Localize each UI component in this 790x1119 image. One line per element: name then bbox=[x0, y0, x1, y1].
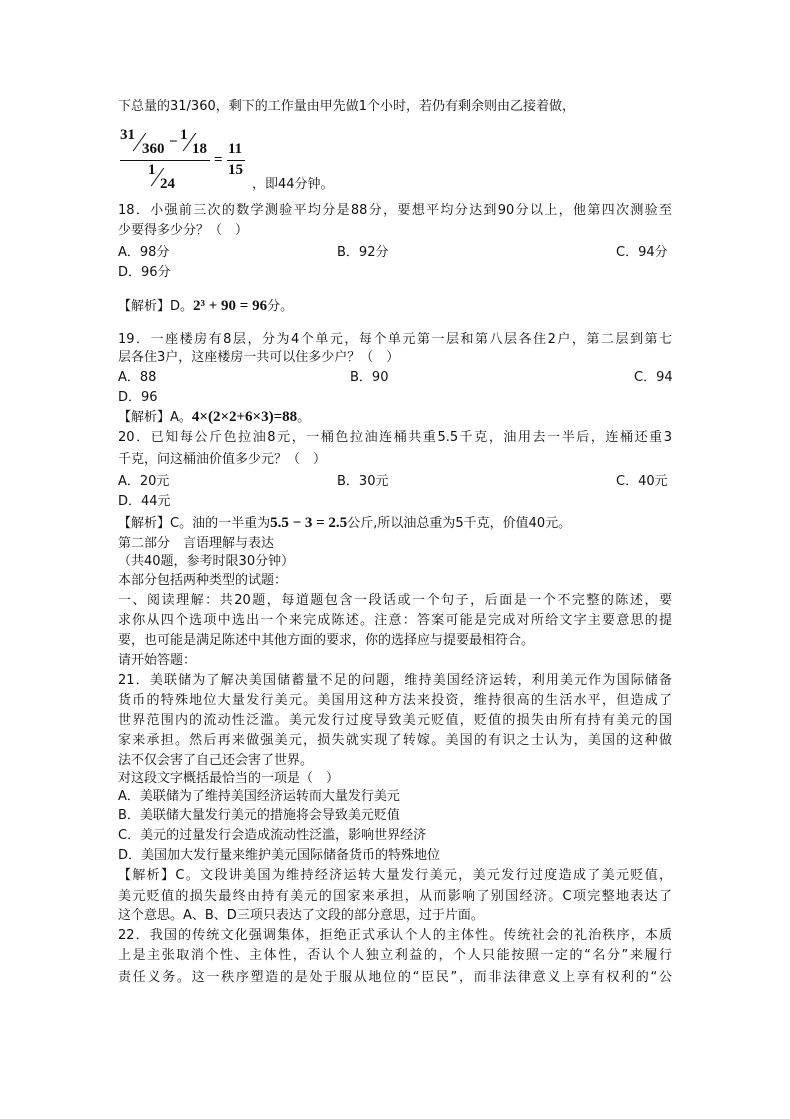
q21-option-d: D．美国加大发行量来维护美元国际储备货币的特殊地位 bbox=[118, 848, 441, 863]
q21-option-b: B．美联储大量发行美元的措施将会导致美元贬值 bbox=[118, 808, 400, 823]
q19-analysis: 【解析】A。4×(2×2+6×3)=88。 bbox=[118, 409, 311, 425]
section-title: 第二部分 言语理解与表达 bbox=[118, 536, 275, 551]
q20-option-d: D．44元 bbox=[118, 494, 171, 509]
q22-text: 上是主张取消个性、主体性，否认个人独立利益的，个人只能按照一定的“名分”来履行 bbox=[118, 948, 672, 963]
q18-option-d: D．96分 bbox=[118, 265, 171, 280]
fraction-result-denominator: 15 bbox=[228, 162, 243, 178]
q21-analysis: 【解析】C。文段讲美国为维持经济运转大量发行美元，美元发行过度造成了美元贬值， bbox=[118, 868, 672, 883]
q22-text: 22．我国的传统文化强调集体，拒绝正式承认个人的主体性。传统社会的礼治秩序，本质 bbox=[118, 928, 672, 943]
q20-text: 20．已知每公斤色拉油8元，一桶色拉油连桶共重5.5千克，油用去一半后，连桶还重3 bbox=[118, 430, 672, 445]
q21-text: 世界范围内的流动性泛滥。美元发行过度导致美元贬值，贬值的损失由所有持有美元的国 bbox=[118, 713, 672, 728]
q20-text: 千克，问这桶油价值多少元？（ ） bbox=[118, 452, 327, 467]
q21-text: 法不仅会害了自己还会害了世界。 bbox=[118, 753, 314, 768]
start-label: 请开始答题： bbox=[118, 653, 197, 668]
q19-option-b: B．90 bbox=[350, 370, 389, 385]
q18-analysis: 【解析】D。2³ + 90 = 96分。 bbox=[118, 298, 294, 314]
q19-option-c: C．94 bbox=[634, 370, 673, 385]
q21-question: 对这段文字概括最恰当的一项是（ ） bbox=[118, 771, 340, 786]
section-subtitle: （共40题，参考时限30分钟） bbox=[118, 554, 295, 569]
q18-option-b: B．92分 bbox=[337, 245, 389, 260]
q21-text: 货币的特殊地位大量发行美元。美国用这种方法来投资，维持很高的生活水平，但造成了 bbox=[118, 693, 672, 708]
q19-text: 层各住3户，这座楼房一共可以住多少户？（ ） bbox=[118, 350, 400, 365]
q20-analysis: 【解析】C。油的一半重为5.5 − 3 = 2.5公斤,所以油总重为5千克，价值40元。 bbox=[118, 515, 572, 531]
fraction-formula bbox=[120, 128, 250, 192]
fraction-minus: − bbox=[169, 134, 178, 150]
q21-analysis: 这个意思。A、B、D三项只表达了文段的部分意思，过于片面。 bbox=[118, 908, 484, 923]
q21-option-c: C．美元的过量发行会造成流动性泛滥，影响世界经济 bbox=[118, 828, 427, 843]
q21-analysis: 美元贬值的损失最终由持有美元的国家来承担，从而影响了别国经济。C项完整地表达了 bbox=[118, 889, 672, 904]
fraction-n1: 31 bbox=[120, 127, 135, 143]
fraction-d2: 18 bbox=[192, 141, 207, 157]
q22-text: 责任义务。这一秩序塑造的是处于服从地位的“臣民”，而非法律意义上享有权利的“公 bbox=[118, 970, 672, 985]
fraction-tail: ，即44分钟。 bbox=[252, 177, 334, 192]
q18-text: 少要得多少分？（ ） bbox=[118, 223, 249, 238]
q20-option-b: B．30元 bbox=[337, 474, 389, 489]
q21-text: 21．美联储为了解决美国储蓄量不足的问题，维持美国经济运转，利用美元作为国际储备 bbox=[118, 673, 672, 688]
fraction-n3: 1 bbox=[148, 162, 156, 178]
q18-option-a: A．98分 bbox=[118, 245, 170, 260]
instructions: 求你从四个选项中选出一个来完成陈述。注意：答案可能是完成对所给文字主要意思的提 bbox=[118, 613, 672, 628]
section-intro: 本部分包括两种类型的试题： bbox=[118, 573, 288, 588]
fraction-equals: = bbox=[214, 152, 223, 168]
fraction-d3: 24 bbox=[160, 176, 175, 192]
instructions: 一、阅读理解：共20题，每道题包含一段话或一个句子，后面是一个不完整的陈述，要 bbox=[118, 593, 672, 608]
q19-option-a: A．88 bbox=[118, 370, 157, 385]
q20-option-a: A．20元 bbox=[118, 474, 170, 489]
intro-line: 下总量的31/360，剩下的工作量由甲先做1个小时，若仍有剩余则由乙接着做， bbox=[118, 99, 576, 114]
q19-text: 19．一座楼房有8层，分为4个单元，每个单元第一层和第八层各住2户，第二层到第七 bbox=[118, 332, 672, 347]
q21-text: 家来承担。然后再来做强美元，损失就实现了转嫁。美国的有识之士认为，美国的这种做 bbox=[118, 733, 672, 748]
q19-option-d: D．96 bbox=[118, 390, 158, 405]
q20-option-c: C．40元 bbox=[616, 474, 668, 489]
fraction-n2: 1 bbox=[180, 127, 188, 143]
q18-option-c: C．94分 bbox=[616, 245, 668, 260]
fraction-d1: 360 bbox=[142, 141, 165, 157]
q21-option-a: A．美联储为了维持美国经济运转而大量发行美元 bbox=[118, 789, 400, 804]
instructions: 要，也可能是满足陈述中其他方面的要求，你的选择应与提要最相符合。 bbox=[118, 633, 535, 648]
fraction-result-numerator: 11 bbox=[228, 141, 243, 157]
q18-text: 18．小强前三次的数学测验平均分是88分，要想平均分达到90分以上，他第四次测验至 bbox=[118, 203, 672, 218]
